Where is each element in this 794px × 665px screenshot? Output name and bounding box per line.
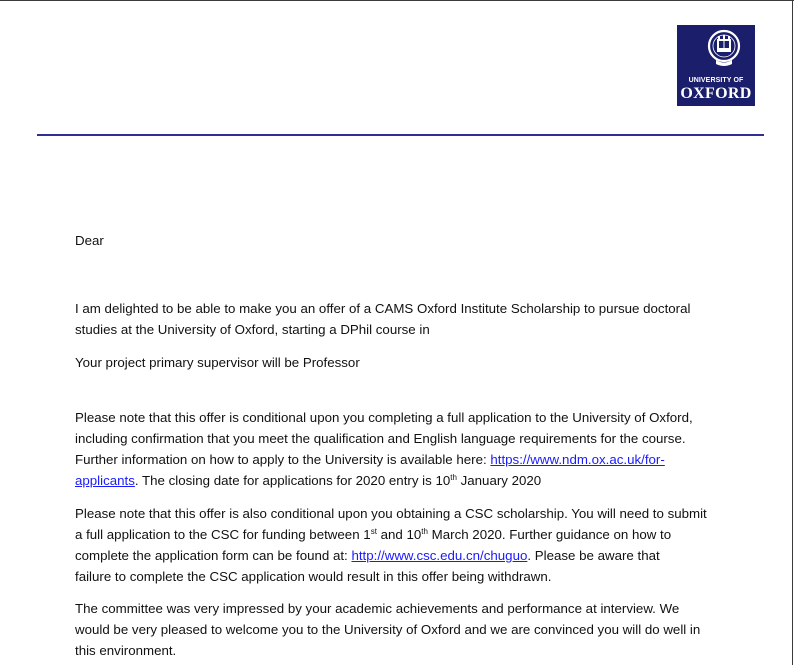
paragraph-conditional-line-1: Please note that this offer is conditional upon you completing a full application to the University of Oxford, <box>75 410 693 425</box>
paragraph-committee-line-1: The committee was very impressed by your academic achievements and performance at interview. We <box>75 601 680 616</box>
paragraph-csc-line-4: failure to complete the CSC application would result in this offer being withdrawn. <box>75 569 552 584</box>
superscript: th <box>450 473 457 482</box>
text: Further information on how to apply to the University is available here: <box>75 452 491 467</box>
ndm-applicants-link[interactable]: https://www.ndm.ox.ac.uk/for- <box>490 452 665 467</box>
text: and 10 <box>376 527 422 542</box>
header-rule <box>37 134 764 136</box>
superscript: st <box>370 527 377 536</box>
paragraph-csc-line-3 <box>75 546 660 566</box>
text: complete the application form can be found at: <box>75 548 352 563</box>
paragraph-offer-line-2: studies at the University of Oxford, starting a DPhil course in <box>75 322 430 337</box>
superscript: th <box>421 527 428 536</box>
paragraph-csc-line-2 <box>75 525 671 545</box>
paragraph-conditional-line-3 <box>75 450 665 470</box>
crest-icon <box>707 29 741 69</box>
salutation: Dear <box>75 233 104 248</box>
text: . Please be aware that <box>527 548 660 563</box>
text: a full application to the CSC for funding between 1 <box>75 527 371 542</box>
text: January 2020 <box>456 473 542 488</box>
text: . The closing date for applications for 2020 entry is 10 <box>134 473 451 488</box>
paragraph-conditional-line-2: including confirmation that you meet the qualification and English language requirements for the course. <box>75 431 686 446</box>
university-logo <box>677 25 755 106</box>
logo-text-university-of: UNIVERSITY OF <box>688 77 744 84</box>
paragraph-committee-line-3: this environment. <box>75 643 177 658</box>
paragraph-csc-line-1: Please note that this offer is also conditional upon you obtaining a CSC scholarship. You will need to submit <box>75 506 707 521</box>
paragraph-supervisor: Your project primary supervisor will be Professor <box>75 355 360 370</box>
page-border-top <box>0 0 794 1</box>
paragraph-committee-line-2: would be very pleased to welcome you to the University of Oxford and we are convinced you will do well in <box>75 622 701 637</box>
ndm-applicants-link-continued[interactable]: applicants <box>75 473 135 488</box>
paragraph-conditional-line-4 <box>75 471 541 491</box>
page-border-right <box>792 0 793 665</box>
logo-text-oxford: OXFORD <box>680 85 752 102</box>
csc-chuguo-link[interactable]: http://www.csc.edu.cn/chuguo <box>351 548 528 563</box>
text: March 2020. Further guidance on how to <box>427 527 672 542</box>
paragraph-offer-line-1: I am delighted to be able to make you an offer of a CAMS Oxford Institute Scholarship to pursue doctoral <box>75 301 691 316</box>
